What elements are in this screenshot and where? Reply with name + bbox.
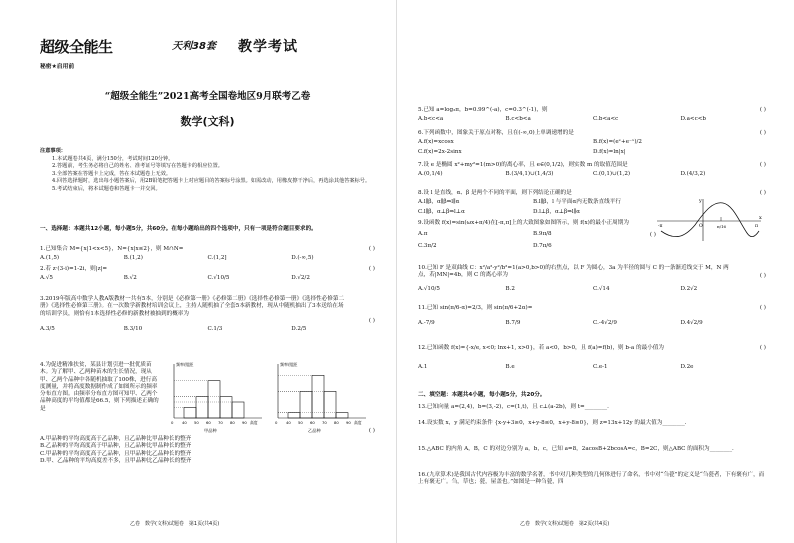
- question-4: [40, 362, 160, 413]
- hist-tick-label: 50: [298, 420, 303, 425]
- secret-label: 秘密★启用前: [40, 64, 75, 70]
- option-b: B.(3/4,1)∪(1,4/3): [505, 171, 554, 178]
- hist-x-unit: 高度: [354, 420, 362, 425]
- hist-bar: [220, 397, 232, 418]
- hist-bar: [232, 402, 244, 418]
- hist-series-name: 甲品种: [204, 428, 217, 433]
- question-text: 6.下列函数中，图象关于原点对称，且在(-∞,0)上单调递增的是: [418, 130, 574, 136]
- answer-paren: ( ): [759, 162, 766, 168]
- option-d: D.2/5: [291, 325, 307, 332]
- question-11: [418, 305, 768, 328]
- histogram-svg: [170, 360, 380, 435]
- hist-bar: [184, 407, 196, 418]
- option-a: A.√10/5: [418, 285, 440, 292]
- answer-paren: ( ): [759, 107, 766, 113]
- hist-tick-label: 70: [322, 420, 327, 425]
- hist-y-label: 频率/组距: [280, 362, 298, 367]
- option-d: D.7π/6: [533, 242, 552, 249]
- option-b: B.7/9: [505, 320, 521, 327]
- sine-graph: [655, 197, 765, 248]
- hist-bar: [312, 375, 324, 418]
- question-text: 4.为促进精准扶贫，某县计划引进一批优质苗木。为了解甲、乙两种苗木的生长情况，现从甲、乙两个品种中各随机抽取了100株，进行高度测量，并将高度数据制作成了如图所示的频率分布直方图。由频率分布直方图可知甲、乙两个品种高度的平均值都是66.5，则下列描述正确的是: [40, 362, 159, 412]
- option-d: D.(-∞,5): [291, 255, 314, 262]
- sine-graph-svg: [655, 197, 765, 245]
- question-6: [418, 130, 768, 156]
- option-b: B.f(x)=(eˣ+e⁻ˣ)/2: [593, 139, 642, 146]
- option-a: A.l∥β，α∥β⇒l∥α: [418, 199, 460, 206]
- option-a: A.(0,1/4): [418, 171, 443, 178]
- hist-bar: [300, 391, 312, 418]
- footer-right: 乙卷 数学(文科)试题卷 第2页(共4页): [520, 520, 610, 527]
- option-d: D.√2/2: [291, 275, 310, 282]
- hist-bar: [208, 381, 220, 418]
- question-3: [40, 296, 375, 333]
- option-a: A.f(x)=xcosx: [418, 139, 454, 146]
- option-d: D.l⊥β，α⊥β⇒l∥α: [533, 208, 581, 215]
- graph-neg-pi: -π: [658, 224, 663, 229]
- option-b: B.(1,2): [123, 255, 143, 262]
- graph-tick: π/16: [717, 224, 727, 229]
- question-16: 16.(九章算术)是我国古代内容极为丰富的数学名著，书中对几种类型的几何体进行了命名，书中对“刍甍”的定义是“刍甍者，下有褒有广，而上有褒无广。刍，草也；甍，屋盖也。”如图是一种刍甍，四: [418, 472, 765, 486]
- graph-pi: π: [755, 224, 758, 229]
- question-10: [418, 265, 768, 293]
- hist-tick-label: 0: [171, 420, 174, 425]
- question-2: [40, 266, 375, 283]
- hist-tick-label: 90: [242, 420, 247, 425]
- answer-paren: ( ): [368, 318, 375, 324]
- hist-bar: [196, 397, 208, 418]
- option-d: D.4√2/9: [680, 320, 703, 327]
- histogram-figure: [170, 360, 380, 435]
- option-b: B.2: [505, 285, 515, 292]
- option-d: D.a<c<b: [680, 116, 706, 123]
- subject-title: 数学(文科): [180, 115, 235, 128]
- question-7: [418, 162, 768, 179]
- notes-item: 1.本试题卷共4页，满分150分，考试时间120分钟。: [52, 155, 174, 162]
- footer-left: 乙卷 数学(文科)试题卷 第1页(共4页): [130, 520, 220, 527]
- question-text: 12.已知函数 f(x)={-x/e, x<0; lnx+1, x>0}，若 a<0，b>0，且 f(a)=f(b)，则 b-a 的最小值为: [418, 345, 664, 351]
- brand-header: [40, 38, 340, 58]
- question-text: 8.设 l 是直线，α、β 是两个不同的平面，则下列结论正确的是: [418, 190, 572, 196]
- option-c: C.f(x)=2x-2sinx: [418, 148, 462, 155]
- question-1: [40, 246, 375, 263]
- option-c: C.1/3: [207, 325, 223, 332]
- option-c: C.-4√2/9: [593, 320, 617, 327]
- answer-paren: ( ): [368, 246, 375, 252]
- graph-x-label: x: [759, 215, 762, 221]
- question-15: 15.△ABC 的内角 A，B，C 的对边分别为 a，b，c，已知 a=8，2acosB+2bcosA=c，B=2C，则△ABC 的面积为________.: [418, 446, 734, 452]
- hist-tick-label: 80: [230, 420, 235, 425]
- option-c: C.b<a<c: [593, 116, 619, 123]
- answer-paren: ( ): [368, 266, 375, 272]
- hist-tick-label: 60: [206, 420, 211, 425]
- brand-logo: 超级全能生: [40, 38, 113, 56]
- hist-tick-label: 60: [310, 420, 315, 425]
- answer-paren: ( ): [759, 345, 766, 351]
- hist-tick-label: 80: [334, 420, 339, 425]
- option-c: C.(0,1)∪(1,2): [593, 171, 631, 178]
- question-5: [418, 107, 768, 124]
- question-12: [418, 345, 768, 372]
- answer-paren: ( ): [368, 428, 375, 434]
- hist-tick-label: 70: [218, 420, 223, 425]
- option-a: A.3/5: [40, 325, 55, 332]
- question-8: [418, 190, 648, 216]
- option-a: A.b<c<a: [418, 116, 444, 123]
- option-c: C.3π/2: [418, 242, 437, 249]
- notes-block: [40, 148, 375, 193]
- option-a: A.√5: [40, 275, 53, 282]
- question-14: 14.设实数 x，y 满足约束条件 {x-y+3≥0，x+y-8≤0，x+y-8≥0}，则 z=13x+12y 的最大值为________.: [418, 420, 687, 426]
- option-b: B.3/10: [123, 325, 143, 332]
- answer-paren: ( ): [649, 232, 656, 238]
- option-c: C.l∥β，α⊥β⇒l⊥α: [418, 208, 465, 215]
- hist-tick-label: 40: [182, 420, 187, 425]
- question-4-options: [40, 428, 375, 465]
- question-text: 5.已知 a=log₃π，b=0.99^(-a)，c=0.3^(-1)，则: [418, 107, 548, 113]
- hist-bar: [288, 413, 300, 418]
- option-b: B.c<b<a: [505, 116, 531, 123]
- option-a: A.π: [418, 231, 428, 238]
- page-divider: [396, 0, 397, 543]
- notes-item: 3.全部答案在答题卡上完成，答在本试题卷上无效。: [52, 170, 172, 177]
- notes-item: 2.答题前，考生务必将自己的姓名、准考证号等填写在答题卡的相应位置。: [52, 163, 223, 170]
- hist-series-name: 乙品种: [308, 428, 321, 433]
- section-heading-fill: 二、填空题：本题共4小题，每小题5分，共20分。: [418, 392, 546, 398]
- question-text: 10.已知 F 是双曲线 C：x²/a²-y²/b²=1(a>0,b>0)的右焦点，以 F 为圆心，3a 为半径的圆与 C 的一条渐近线交于 M，N 两点，若|MN|=4b，则 C 的离心率为: [418, 265, 729, 279]
- hist-x-unit: 高度: [250, 420, 258, 425]
- answer-paren: ( ): [759, 130, 766, 136]
- section-heading-choice: 一、选择题：本题共12小题，每小题5分，共60分。在每小题给出的四个选项中，只有一项是符合题目要求的。: [40, 226, 317, 232]
- notes-item: 5.考试结束后，将本试题卷和答题卡一并交回。: [52, 185, 161, 192]
- answer-paren: ( ): [759, 273, 766, 279]
- notes-item: 4.回答选择题时，选出每小题答案后，用2B铅笔把答题卡上对应题目的答案标号涂黑。如需改动，用橡皮擦干净后，再选涂其他答案标号。: [52, 178, 371, 185]
- question-text: 1.已知集合 M={x|1<x<5}，N={x|x≤2}，则 M∩N=: [40, 246, 184, 252]
- question-13: 13.已知向量 a=(2,4)，b=(3,-2)，c=(1,t)，且 c⊥(a-2b)，则 t=________.: [418, 404, 609, 410]
- option-b: B.√2: [123, 275, 137, 282]
- option-a: A.-7/9: [418, 320, 435, 327]
- hist-tick-label: 90: [346, 420, 351, 425]
- answer-paren: ( ): [759, 305, 766, 311]
- brand-series: 天利38套: [172, 41, 216, 52]
- hist-tick-label: 50: [194, 420, 199, 425]
- option-a: A.(1,5): [40, 255, 60, 262]
- hist-tick-label: 0: [275, 420, 278, 425]
- option-d: D.甲、乙品种的平均高度差不多，且甲品种比乙品种长的整齐: [40, 457, 192, 464]
- option-b: B.l∥β，l 与平面α内无数条直线平行: [533, 199, 621, 206]
- exam-title: “超级全能生”2021高考全国卷地区9月联考乙卷: [104, 91, 311, 102]
- question-text: 11.已知 sin(π/6-α)=2/3，则 sin(π/6+2α)=: [418, 305, 533, 311]
- option-c: C.√14: [593, 285, 610, 292]
- option-d: D.2e: [680, 364, 694, 371]
- hist-bar: [336, 413, 348, 418]
- option-d: D.f(x)=ln|x|: [593, 148, 626, 155]
- option-b: B.乙品种的平均高度高于甲品种，且乙品种比甲品种长的整齐: [40, 443, 192, 450]
- option-b: B.9π/8: [533, 231, 552, 238]
- question-text: 7.设 e 是椭圆 x²+my²=1(m>0)的离心率，且 e∈(0,1/2)，则实数 m 的取值范围是: [418, 162, 628, 168]
- question-text: 3.2019年版高中数学人教A版教材一共有5本，分别是《必修第一册》《必修第二册》《选择性必修第一册》《选择性必修第二册》《选择性必修第三册》。在一次数学新教材培训会议上，主持人随机抽了全套5本新教材，现从中随机抽出了3本送给在场的培训学员，则恰有1本选择性必修的新教材被抽到的概率为: [40, 296, 345, 317]
- option-c: C.甲品种的平均高度高于乙品种，且甲品种比乙品种长的整齐: [40, 450, 192, 457]
- hist-tick-label: 40: [286, 420, 291, 425]
- brand-journal: 教学考试: [238, 39, 298, 55]
- hist-bar: [324, 391, 336, 418]
- question-text: 9.设函数 f(x)=sin(ωx+π/4)在[-π,π]上的大致图象如图所示，则 f(x)的最小正周期为: [418, 220, 629, 226]
- option-c: C.√10/5: [207, 275, 230, 282]
- question-text: 2.若 z·(3-i)=1-2i，则|z|=: [40, 266, 108, 272]
- option-c: C.(1,2]: [207, 255, 227, 262]
- question-9: [418, 220, 648, 250]
- answer-paren: ( ): [759, 190, 766, 196]
- option-a: A.甲品种的平均高度高于乙品种，且乙品种比甲品种长的整齐: [40, 436, 192, 442]
- graph-y-label: y: [699, 198, 702, 204]
- option-b: B.e: [505, 364, 515, 371]
- hist-y-label: 频率/组距: [176, 362, 194, 367]
- option-c: C.e-1: [593, 364, 608, 371]
- option-d: D.2√2: [680, 285, 698, 292]
- option-a: A.1: [418, 364, 428, 371]
- option-d: D.(4/3,2): [680, 171, 706, 178]
- notes-heading: 注意事项：: [40, 148, 66, 154]
- graph-origin: O: [699, 224, 703, 229]
